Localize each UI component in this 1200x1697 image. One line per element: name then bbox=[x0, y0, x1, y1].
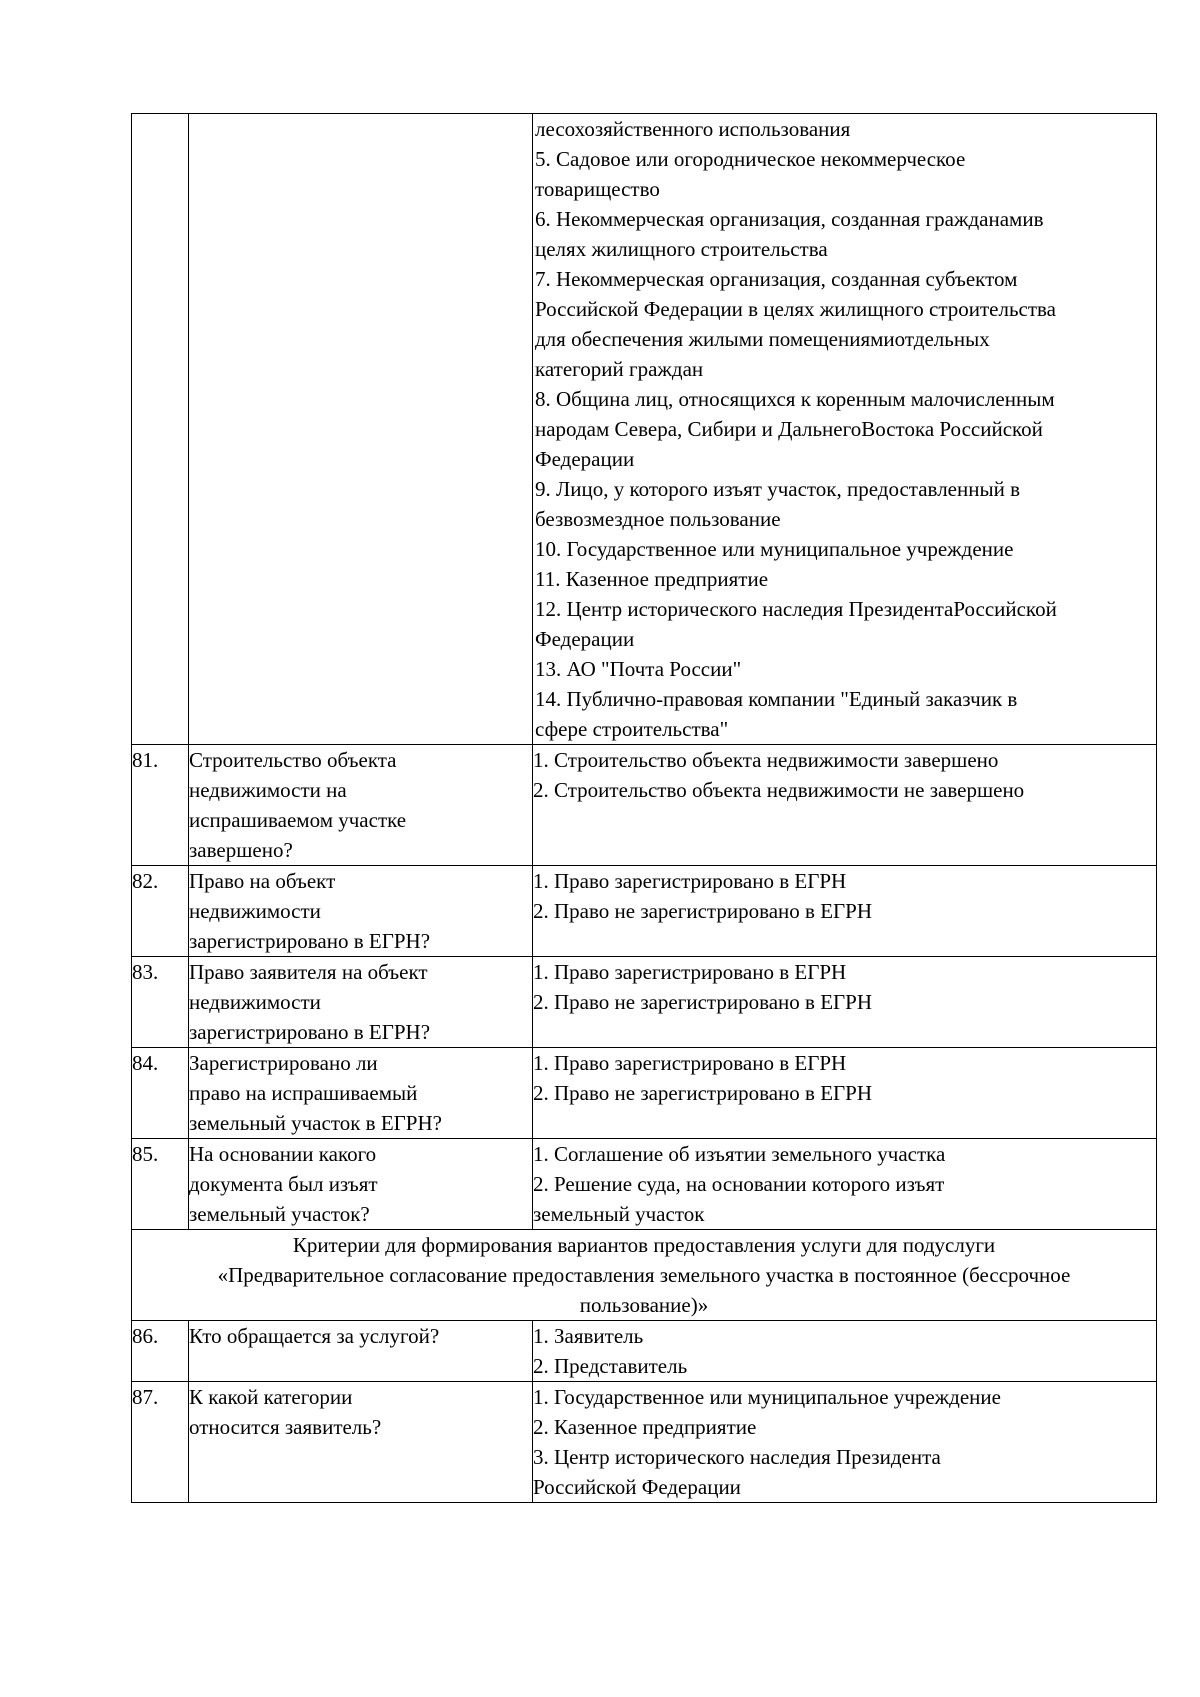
table-row-85 bbox=[132, 1139, 1157, 1230]
question-line: Зарегистрировано ли bbox=[189, 1051, 378, 1075]
question-line: На основании какого bbox=[189, 1142, 377, 1166]
table-row-84 bbox=[132, 1048, 1157, 1139]
answer-line: народам Севера, Сибири и ДальнегоВостока Российской bbox=[535, 417, 1043, 441]
row-number-cell bbox=[132, 866, 189, 957]
answer-line: 11. Казенное предприятие bbox=[535, 567, 769, 591]
answer-line: 9. Лицо, у которого изъят участок, предоставленный в bbox=[535, 477, 1020, 501]
table-row-83 bbox=[132, 957, 1157, 1048]
answer-line: 2. Право не зарегистрировано в ЕГРН bbox=[533, 899, 873, 923]
answer-line: 2. Строительство объекта недвижимости не завершено bbox=[533, 778, 1025, 802]
question-line: Право заявителя на объект bbox=[189, 960, 428, 984]
answer-cell bbox=[533, 114, 1157, 745]
section-header-line: «Предварительное согласование предоставления земельного участка в постоянное (бессрочное bbox=[217, 1263, 1071, 1287]
answer-line: Российской Федерации в целях жилищного строительства bbox=[535, 297, 1057, 321]
question-line: недвижимости bbox=[189, 990, 321, 1014]
question-cell bbox=[189, 1048, 533, 1139]
answer-line: земельный участок bbox=[533, 1202, 705, 1226]
section-header-line: пользование)» bbox=[579, 1293, 709, 1317]
answer-cell bbox=[533, 1321, 1157, 1382]
section-header bbox=[132, 1230, 1157, 1321]
answer-line: 2. Право не зарегистрировано в ЕГРН bbox=[533, 1081, 873, 1105]
question-line: зарегистрировано в ЕГРН? bbox=[189, 1020, 431, 1044]
question-cell bbox=[189, 957, 533, 1048]
table-row-81 bbox=[132, 745, 1157, 866]
answer-cell bbox=[533, 866, 1157, 957]
answer-line: 1. Строительство объекта недвижимости завершено bbox=[533, 748, 999, 772]
answer-line: товарищество bbox=[535, 177, 660, 201]
answer-line: для обеспечения жилыми помещениямиотдельных bbox=[535, 327, 990, 351]
question-line: право на испрашиваемый bbox=[189, 1081, 418, 1105]
row-number-cell bbox=[132, 957, 189, 1048]
answer-line: безвозмездное пользование bbox=[535, 507, 781, 531]
question-line: завершено? bbox=[189, 838, 293, 862]
answer-line: Российской Федерации bbox=[533, 1475, 741, 1499]
answer-line: 7. Некоммерческая организация, созданная субъектом bbox=[535, 267, 1018, 291]
answer-line: 5. Садовое или огородническое некоммерческое bbox=[535, 147, 966, 171]
answer-line: 12. Центр исторического наследия ПрезидентаРоссийской bbox=[535, 597, 1057, 621]
answer-line: 1. Соглашение об изъятии земельного участка bbox=[533, 1142, 946, 1166]
answer-line: сфере строительства" bbox=[535, 717, 729, 741]
question-line: Строительство объекта bbox=[189, 748, 397, 772]
answer-line: категорий граждан bbox=[535, 357, 704, 381]
answer-line: 1. Право зарегистрировано в ЕГРН bbox=[533, 1051, 847, 1075]
row-number: 86. bbox=[132, 1324, 159, 1348]
answer-line: 6. Некоммерческая организация, созданная гражданамив bbox=[535, 207, 1044, 231]
row-number-cell bbox=[132, 1382, 189, 1503]
answer-line: 1. Право зарегистрировано в ЕГРН bbox=[533, 869, 847, 893]
answer-cell bbox=[533, 1382, 1157, 1503]
section-header-row bbox=[132, 1230, 1157, 1321]
criteria-table bbox=[131, 113, 1157, 1503]
answer-cell bbox=[533, 957, 1157, 1048]
question-line: относится заявитель? bbox=[189, 1415, 382, 1439]
row-number-cell bbox=[132, 745, 189, 866]
question-line: недвижимости bbox=[189, 899, 321, 923]
answer-line: 1. Заявитель bbox=[533, 1324, 644, 1348]
question-line: зарегистрировано в ЕГРН? bbox=[189, 929, 431, 953]
row-number: 84. bbox=[132, 1051, 159, 1075]
answer-line: Федерации bbox=[535, 447, 635, 471]
answer-cell bbox=[533, 1048, 1157, 1139]
answer-cell bbox=[533, 1139, 1157, 1230]
question-line: Кто обращается за услугой? bbox=[189, 1324, 440, 1348]
row-number: 87. bbox=[132, 1385, 159, 1409]
question-line: земельный участок? bbox=[189, 1202, 370, 1226]
answer-line: 3. Центр исторического наследия Президента bbox=[533, 1445, 941, 1469]
row-number-cell bbox=[132, 1321, 189, 1382]
row-number-cell bbox=[132, 1139, 189, 1230]
answer-line: 10. Государственное или муниципальное учреждение bbox=[535, 537, 1014, 561]
question-line: К какой категории bbox=[189, 1385, 353, 1409]
answer-line: 2. Решение суда, на основании которого изъят bbox=[533, 1172, 945, 1196]
section-header-line: Критерии для формирования вариантов предоставления услуги для подуслуги bbox=[292, 1233, 996, 1257]
row-number-cell bbox=[132, 114, 189, 745]
answer-line: 8. Община лиц, относящихся к коренным малочисленным bbox=[535, 387, 1055, 411]
table-row-82 bbox=[132, 866, 1157, 957]
answer-line: 14. Публично-правовая компании "Единый заказчик в bbox=[535, 687, 1018, 711]
answer-cell bbox=[533, 745, 1157, 866]
question-line: недвижимости на bbox=[189, 778, 347, 802]
answer-line: целях жилищного строительства bbox=[535, 237, 828, 261]
question-line: земельный участок в ЕГРН? bbox=[189, 1111, 442, 1135]
question-cell bbox=[189, 745, 533, 866]
answer-line: лесохозяйственного использования bbox=[535, 117, 851, 141]
question-line: Право на объект bbox=[189, 869, 336, 893]
table-row-continuation bbox=[132, 114, 1157, 745]
question-cell bbox=[189, 866, 533, 957]
answer-line: 2. Представитель bbox=[533, 1354, 688, 1378]
question-cell bbox=[189, 1139, 533, 1230]
row-number: 81. bbox=[132, 748, 159, 772]
answer-line: 2. Казенное предприятие bbox=[533, 1415, 757, 1439]
question-cell bbox=[189, 1382, 533, 1503]
answer-line: 2. Право не зарегистрировано в ЕГРН bbox=[533, 990, 873, 1014]
table-row-87 bbox=[132, 1382, 1157, 1503]
answer-line: Федерации bbox=[535, 627, 635, 651]
row-number-cell bbox=[132, 1048, 189, 1139]
question-cell bbox=[189, 1321, 533, 1382]
question-line: испрашиваемом участке bbox=[189, 808, 407, 832]
question-cell bbox=[189, 114, 533, 745]
table-row-86 bbox=[132, 1321, 1157, 1382]
question-line: документа был изъят bbox=[189, 1172, 378, 1196]
answer-line: 1. Государственное или муниципальное учреждение bbox=[533, 1385, 1001, 1409]
row-number: 83. bbox=[132, 960, 159, 984]
answer-line: 1. Право зарегистрировано в ЕГРН bbox=[533, 960, 847, 984]
row-number: 82. bbox=[132, 869, 159, 893]
row-number: 85. bbox=[132, 1142, 159, 1166]
answer-line: 13. АО "Почта России" bbox=[535, 657, 742, 681]
